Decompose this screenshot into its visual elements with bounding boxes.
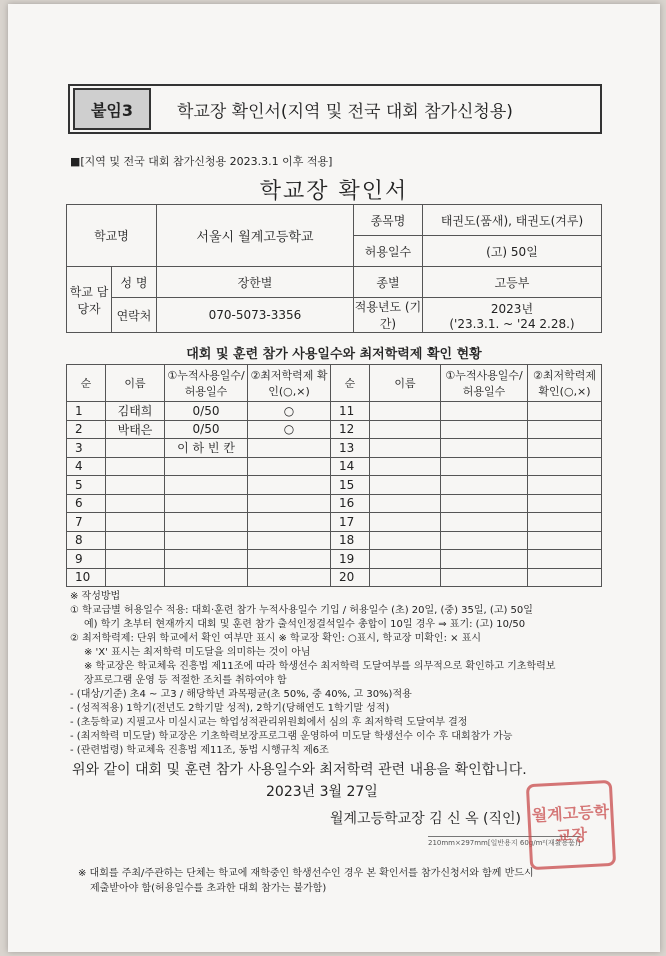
row-check — [248, 513, 331, 532]
header-check: ②최저학력제 확인(○,×) — [248, 365, 331, 402]
row-check-right — [528, 402, 602, 421]
row-num: 3 — [67, 439, 106, 458]
row-days-right — [441, 494, 528, 513]
row-name-right — [370, 457, 441, 476]
contact-value: 070-5073-3356 — [156, 298, 353, 333]
row-days-right — [441, 568, 528, 587]
row-num: 9 — [67, 550, 106, 569]
staff-label: 학교 담당자 — [67, 267, 112, 333]
row-num-right: 12 — [331, 420, 370, 439]
table-row — [67, 439, 602, 458]
row-check — [248, 457, 331, 476]
document-title: 학교장 확인서 — [259, 179, 409, 204]
row-check-right — [528, 494, 602, 513]
row-days — [165, 457, 248, 476]
table-row — [67, 457, 602, 476]
paper-size-note: 210mm×297mm[일반용지 60g/m²(재활용품)] — [428, 836, 580, 848]
note-line: ① 학교급별 허용일수 적용: 대회·훈련 참가 누적사용일수 기입 / 허용일수 (초) 20일, (중) 35일, (고) 50일 — [70, 605, 533, 616]
row-name-right — [370, 402, 441, 421]
attachment-title: 학교장 확인서(지역 및 전국 대회 참가신청용) — [177, 101, 513, 122]
notes — [70, 590, 610, 758]
document-page — [8, 4, 660, 952]
row-num-right: 11 — [331, 402, 370, 421]
row-num: 7 — [67, 513, 106, 532]
row-days — [165, 513, 248, 532]
attachment-header — [68, 84, 602, 134]
table-title: 대회 및 훈련 참가 사용일수와 최저학력제 확인 현황 — [186, 347, 482, 362]
row-num: 10 — [67, 568, 106, 587]
row-days — [165, 476, 248, 495]
header-name: 이름 — [106, 365, 165, 402]
row-name-right — [370, 513, 441, 532]
year-cell — [422, 298, 601, 333]
row-name — [106, 550, 165, 569]
row-num: 1 — [67, 402, 106, 421]
note-line: ② 최저학력제: 단위 학교에서 확인 여부만 표시 ※ 학교장 확인: ○표시, 학교장 미확인: × 표시 — [70, 633, 482, 644]
row-num-right: 20 — [331, 568, 370, 587]
note-line: ※ 작성방법 — [70, 591, 121, 602]
table-row — [67, 531, 602, 550]
name-value: 장한별 — [156, 267, 353, 298]
header-days: ①누적사용일수/허용일수 — [165, 365, 248, 402]
row-name — [106, 457, 165, 476]
note-line: - (대상/기준) 초4 ~ 고3 / 해당학년 과목평균(초 50%, 중 40%, 고 30%)적용 — [70, 689, 412, 700]
attachment-label: 붙임3 — [73, 88, 151, 130]
participation-table — [66, 364, 602, 587]
row-num-right: 16 — [331, 494, 370, 513]
row-days-right — [441, 439, 528, 458]
row-check-right — [528, 550, 602, 569]
allowed-days-value: (고) 50일 — [422, 236, 601, 267]
row-name-right — [370, 439, 441, 458]
row-num-right: 13 — [331, 439, 370, 458]
row-num: 8 — [67, 531, 106, 550]
row-check: ○ — [248, 402, 331, 421]
header-num: 순 — [67, 365, 106, 402]
category-value: 고등부 — [422, 267, 601, 298]
header-num-right: 순 — [331, 365, 370, 402]
event-label: 종목명 — [353, 205, 422, 236]
row-name-right — [370, 550, 441, 569]
sub-note: ■[지역 및 전국 대회 참가신청용 2023.3.1 이후 적용] — [70, 155, 333, 168]
confirm-text: 위와 같이 대회 및 훈련 참가 사용일수와 최저학력 관련 내용을 확인합니다. — [72, 762, 527, 778]
row-check — [248, 568, 331, 587]
table-row — [67, 550, 602, 569]
row-name — [106, 494, 165, 513]
note-line: 장프로그램 운영 등 적절한 조치를 취하여야 함 — [84, 675, 287, 686]
row-name — [106, 568, 165, 587]
row-check — [248, 476, 331, 495]
row-num: 4 — [67, 457, 106, 476]
contact-label: 연락처 — [112, 298, 157, 333]
seal-text: 월계고등학교장 — [531, 802, 610, 846]
row-check-right — [528, 420, 602, 439]
note-line: 예) 학기 초부터 현재까지 대회 및 훈련 참가 출석인정결석일수 총합이 10일 경우 ⇒ 표기: (고) 10/50 — [84, 619, 526, 630]
name-label: 성 명 — [112, 267, 157, 298]
table-header-row — [67, 365, 602, 402]
row-days — [165, 550, 248, 569]
header-name-right: 이름 — [370, 365, 441, 402]
row-check-right — [528, 513, 602, 532]
allowed-days-label: 허용일수 — [353, 236, 422, 267]
row-check: ○ — [248, 420, 331, 439]
note-line: - (초등학교) 지필고사 미실시교는 학업성적관리위원회에서 심의 후 최저학력 도달여부 결정 — [70, 717, 468, 728]
note-line: ※ 학교장은 학교체육 진흥법 제11조에 따라 학생선수 최저학력 도달여부를 의무적으로 확인하고 기초학력보 — [84, 661, 556, 672]
table-row — [67, 513, 602, 532]
year-label: 적용년도 (기간) — [353, 298, 422, 333]
school-label: 학교명 — [67, 205, 157, 267]
period-value: ('23.3.1. ~ '24 2.28.) — [449, 316, 575, 331]
row-num: 5 — [67, 476, 106, 495]
row-check-right — [528, 439, 602, 458]
header-days-right: ①누적사용일수/허용일수 — [441, 365, 528, 402]
row-name-right — [370, 494, 441, 513]
row-name-right — [370, 531, 441, 550]
row-num-right: 15 — [331, 476, 370, 495]
row-days — [165, 568, 248, 587]
row-days: 0/50 — [165, 420, 248, 439]
footer-line: ※ 대회를 주최/주관하는 단체는 학교에 재학중인 학생선수인 경우 본 확인서를 참가신청서와 함께 반드시 — [78, 868, 534, 879]
row-name: 김태희 — [106, 402, 165, 421]
event-value: 태권도(품새), 태권도(겨루) — [422, 205, 601, 236]
principal-signature: 월계고등학교장 김 신 옥 (직인) — [330, 811, 522, 827]
row-num: 2 — [67, 420, 106, 439]
row-days-right — [441, 476, 528, 495]
row-name-right — [370, 476, 441, 495]
row-name-right — [370, 420, 441, 439]
row-days — [165, 531, 248, 550]
table-row — [67, 420, 602, 439]
row-num-right: 14 — [331, 457, 370, 476]
row-check — [248, 494, 331, 513]
row-name: 박태은 — [106, 420, 165, 439]
row-num-right: 18 — [331, 531, 370, 550]
row-days-right — [441, 420, 528, 439]
row-days-right — [441, 531, 528, 550]
table-row — [67, 402, 602, 421]
row-name — [106, 513, 165, 532]
row-check — [248, 550, 331, 569]
note-line: - (최저학력 미도달) 학교장은 기초학력보장프로그램 운영하여 미도달 학생선수 이수 후 대회참가 가능 — [70, 731, 513, 742]
table-row — [67, 494, 602, 513]
row-num-right: 19 — [331, 550, 370, 569]
school-name: 서울시 월계고등학교 — [156, 205, 353, 267]
row-check — [248, 439, 331, 458]
row-name — [106, 476, 165, 495]
school-seal — [526, 780, 616, 870]
date-text: 2023년 3월 27일 — [266, 784, 378, 800]
note-line: ※ 'X' 표시는 최저학력 미도달을 의미하는 것이 아님 — [84, 647, 311, 658]
row-name-right — [370, 568, 441, 587]
row-name — [106, 531, 165, 550]
row-days: 0/50 — [165, 402, 248, 421]
row-days-right — [441, 457, 528, 476]
note-line: - (성적적용) 1학기(전년도 2학기말 성적), 2학기(당해연도 1학기말 성적) — [70, 703, 390, 714]
info-table — [66, 204, 602, 333]
footer-note — [78, 866, 598, 896]
row-num: 6 — [67, 494, 106, 513]
row-check-right — [528, 476, 602, 495]
row-days — [165, 494, 248, 513]
row-days: 이 하 빈 칸 — [165, 439, 248, 458]
row-check-right — [528, 568, 602, 587]
footer-line: 제출받아야 함(허용일수를 초과한 대회 참가는 불가함) — [90, 883, 327, 894]
row-days-right — [441, 402, 528, 421]
header-check-right: ②최저학력제 확인(○,×) — [528, 365, 602, 402]
row-days-right — [441, 513, 528, 532]
row-name — [106, 439, 165, 458]
row-num-right: 17 — [331, 513, 370, 532]
row-check — [248, 531, 331, 550]
table-row — [67, 568, 602, 587]
category-label: 종별 — [353, 267, 422, 298]
year-value: 2023년 — [490, 301, 534, 316]
note-line: - (관련법령) 학교체육 진흥법 제11조, 동법 시행규칙 제6조 — [70, 745, 329, 756]
table-row — [67, 476, 602, 495]
row-days-right — [441, 550, 528, 569]
row-check-right — [528, 457, 602, 476]
row-check-right — [528, 531, 602, 550]
